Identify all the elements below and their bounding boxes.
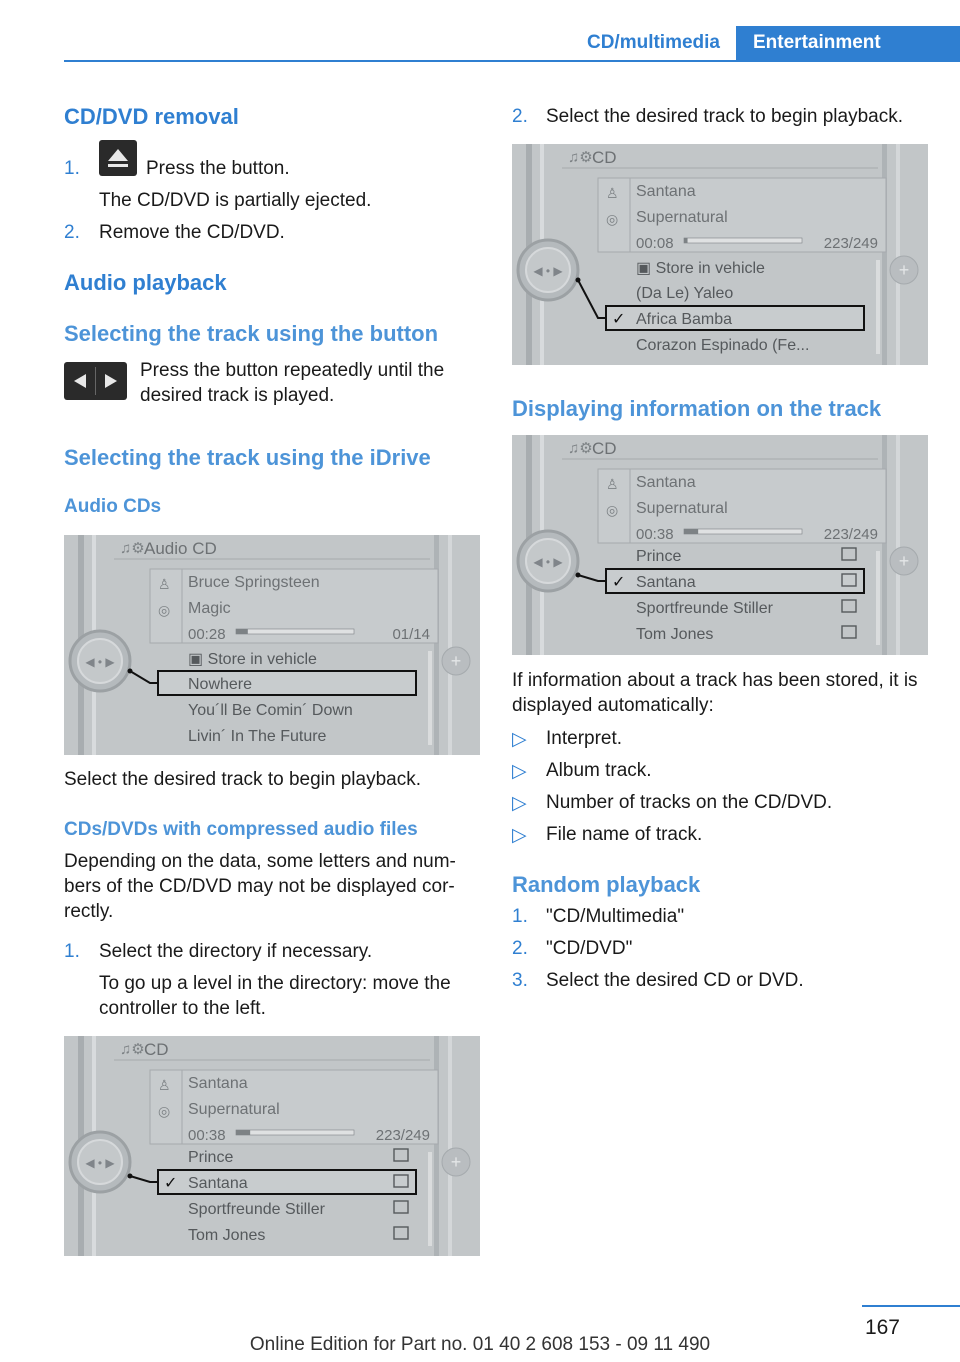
step-2-text: Select the desired track to begin playback. (546, 106, 903, 127)
removal-step-2-number: 2. (64, 222, 80, 243)
random-step-1-text: "CD/Multimedia" (546, 906, 685, 927)
screen-title: CD (144, 1040, 169, 1059)
artist-name: Santana (636, 474, 696, 491)
page-number: 167 (864, 1316, 900, 1339)
scrollbar (428, 651, 432, 745)
bullet-icon: ▷ (512, 825, 527, 846)
pointer-dot (576, 573, 581, 578)
track-row: Sportfreunde Stiller (636, 600, 773, 617)
progress-track (236, 629, 354, 634)
album-icon: ◎ (158, 1103, 171, 1119)
plus-icon: + (898, 551, 910, 571)
artist-icon: ♙ (606, 476, 619, 492)
track-row: Tom Jones (636, 626, 714, 643)
check-icon: ✓ (612, 311, 626, 328)
store-in-vehicle: ▣ Store in vehicle (636, 260, 765, 277)
album-icon: ◎ (606, 502, 619, 518)
play-time: 00:28 (188, 626, 226, 643)
screenshot-track-info (512, 435, 928, 655)
track-row: (Da Le) Yaleo (636, 285, 734, 302)
removal-step-2-text: Remove the CD/DVD. (99, 222, 285, 243)
plus-icon: + (450, 1152, 462, 1172)
side-bar (896, 144, 900, 365)
artist-name: Santana (636, 183, 696, 200)
heading-select-button: Selecting the track using the button (64, 321, 439, 346)
step-2-number: 2. (512, 106, 528, 127)
album-icon: ◎ (606, 211, 619, 227)
progress-track (684, 238, 802, 243)
cd-icon: ♫⚙ (568, 440, 593, 457)
heading-random-playback: Random playback (512, 872, 701, 897)
play-time: 00:38 (636, 526, 674, 543)
footer-rule (862, 1305, 960, 1307)
side-bar (448, 1036, 452, 1256)
controller-arrows: ◀ • ▶ (533, 555, 563, 569)
heading-cd-dvd-removal: CD/DVD removal (64, 104, 239, 129)
play-time: 00:08 (636, 235, 674, 252)
info-item-4: File name of track. (546, 824, 703, 845)
controller-arrows: ◀ • ▶ (85, 655, 115, 669)
cd-icon: ♫⚙ (120, 540, 145, 557)
album-icon: ◎ (158, 602, 171, 618)
heading-compressed: CDs/DVDs with compressed audio files (64, 819, 418, 840)
dir-step-1-sub: To go up a level in the directory: move the controller to the left. (99, 973, 451, 1019)
side-bar (448, 535, 452, 755)
scrollbar (876, 260, 880, 354)
skip-button-text: Press the button repeatedly until the desired track is played. (140, 360, 445, 406)
track-row: Tom Jones (188, 1227, 266, 1244)
check-icon: ✓ (164, 1175, 178, 1192)
track-number: 223/249 (823, 235, 878, 252)
screenshot-audio-cd (64, 535, 480, 755)
track-number: 223/249 (375, 1127, 430, 1144)
track-row: Nowhere (188, 676, 253, 693)
removal-step-1-sub: The CD/DVD is partially ejected. (99, 190, 372, 211)
skip-buttons-icon (64, 362, 127, 400)
removal-step-1-number: 1. (64, 158, 80, 179)
side-bar (882, 144, 887, 365)
artist-icon: ♙ (606, 185, 619, 201)
screen-title: CD (592, 148, 617, 167)
heading-track-info: Displaying information on the track (512, 396, 882, 421)
screenshot-cd-tracks (512, 144, 928, 365)
random-step-1-number: 1. (512, 906, 528, 927)
track-row: Corazon Espinado (Fe... (636, 337, 810, 354)
pointer-dot (128, 669, 133, 674)
progress-track (236, 1130, 354, 1135)
track-row: Santana (188, 1175, 248, 1192)
bullet-icon: ▷ (512, 729, 527, 750)
header-section: CD/multimedia (586, 32, 720, 53)
track-number: 01/14 (392, 626, 430, 643)
random-step-3-text: Select the desired CD or DVD. (546, 970, 804, 991)
info-text: If information about a track has been stored, it is displayed automatically: (512, 670, 918, 716)
bullet-icon: ▷ (512, 761, 527, 782)
track-row: Prince (636, 548, 682, 565)
side-bar (882, 435, 887, 655)
track-row: Livin´ In The Future (188, 728, 327, 745)
track-number: 223/249 (823, 526, 878, 543)
artist-icon: ♙ (158, 576, 171, 592)
store-in-vehicle: ▣ Store in vehicle (188, 651, 317, 668)
heading-select-idrive: Selecting the track using the iDrive (64, 445, 431, 470)
side-bar (434, 535, 439, 755)
play-time: 00:38 (188, 1127, 226, 1144)
progress-track (684, 529, 802, 534)
album-name: Supernatural (188, 1101, 280, 1118)
pointer-dot (576, 278, 581, 283)
track-row: Sportfreunde Stiller (188, 1201, 325, 1218)
random-step-2-text: "CD/DVD" (546, 938, 633, 959)
compressed-text: Depending on the data, some letters and numbers of the CD/DVD may not be displayed correctly. (64, 851, 456, 922)
cd-icon: ♫⚙ (568, 149, 593, 166)
artist-name: Santana (188, 1075, 248, 1092)
album-name: Supernatural (636, 209, 728, 226)
controller-arrows: ◀ • ▶ (85, 1156, 115, 1170)
info-item-1: Interpret. (546, 728, 623, 749)
plus-icon: + (898, 260, 910, 280)
track-row: Prince (188, 1149, 234, 1166)
track-row: Santana (636, 574, 696, 591)
removal-step-1-text: Press the button. (146, 158, 290, 179)
random-step-3-number: 3. (512, 970, 528, 991)
bullet-icon: ▷ (512, 793, 527, 814)
check-icon: ✓ (612, 574, 626, 591)
album-name: Magic (188, 600, 231, 617)
select-track-text: Select the desired track to begin playback. (64, 769, 421, 790)
progress-fill (236, 1130, 250, 1135)
eject-button-icon (99, 140, 137, 176)
dir-step-1-number: 1. (64, 941, 80, 962)
scrollbar (428, 1152, 432, 1246)
artist-icon: ♙ (158, 1077, 171, 1093)
progress-fill (684, 238, 688, 243)
cd-icon: ♫⚙ (120, 1041, 145, 1058)
pointer-dot (128, 1174, 133, 1179)
side-bar (896, 435, 900, 655)
side-bar (434, 1036, 439, 1256)
progress-fill (684, 529, 698, 534)
info-item-2: Album track. (546, 760, 652, 781)
controller-arrows: ◀ • ▶ (533, 264, 563, 278)
screenshot-cd-directory (64, 1036, 480, 1256)
header-rule (64, 60, 960, 62)
progress-fill (236, 629, 248, 634)
album-name: Supernatural (636, 500, 728, 517)
track-row: You´ll Be Comin´ Down (188, 702, 353, 719)
screen-title: Audio CD (144, 539, 217, 558)
artist-name: Bruce Springsteen (188, 574, 320, 591)
heading-audio-playback: Audio playback (64, 270, 227, 295)
plus-icon: + (450, 651, 462, 671)
dir-step-1-text: Select the directory if necessary. (99, 941, 373, 962)
scrollbar (876, 551, 880, 645)
info-item-3: Number of tracks on the CD/DVD. (546, 792, 833, 813)
header-tab: Entertainment (736, 26, 960, 62)
footer-text: Online Edition for Part no. 01 40 2 608 153 - 09 11 490 (249, 1334, 711, 1355)
random-step-2-number: 2. (512, 938, 528, 959)
screen-title: CD (592, 439, 617, 458)
heading-audio-cds: Audio CDs (64, 496, 162, 517)
track-row: Africa Bamba (636, 311, 733, 328)
